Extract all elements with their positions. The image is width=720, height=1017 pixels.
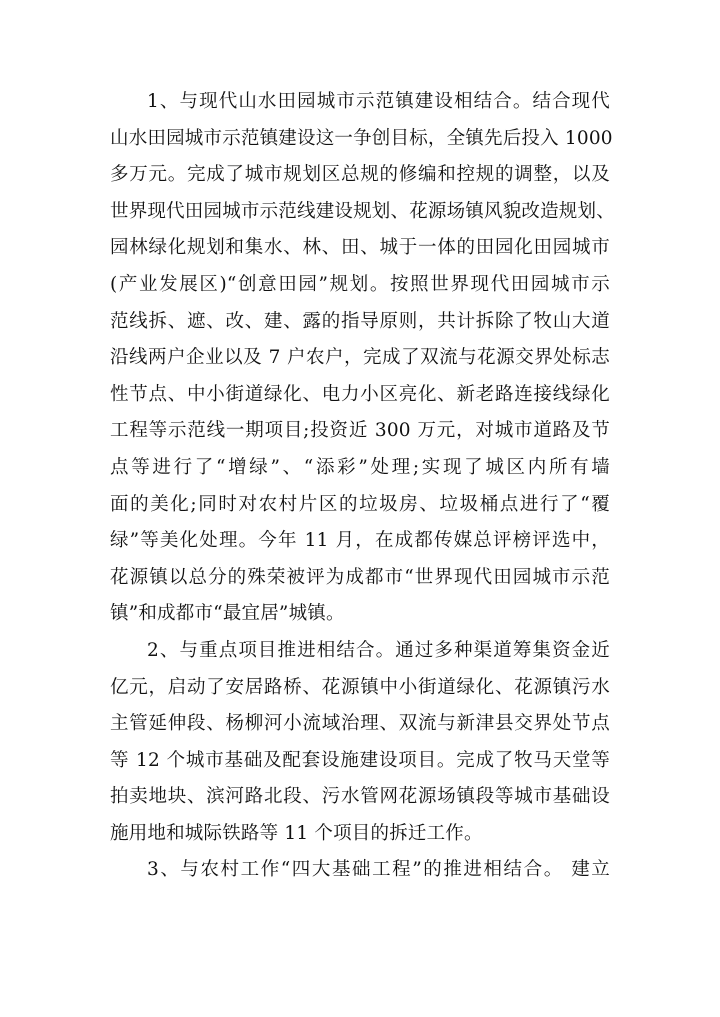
paragraph-1-line-1: 1、与现代山水田园城市示范镇建设相结合。结合现代	[147, 91, 610, 112]
paragraph-1-line-15: 镇”和成都市“最宜居”城镇。	[110, 603, 345, 625]
paragraph-1-line-7: 范线拆、遮、改、建、露的指导原则，共计拆除了牧山大道	[110, 310, 610, 332]
paragraph-1-line-6: (产业发展区)“创意田园”规划。按照世界现代田园城市示	[110, 273, 610, 295]
paragraph-1-line-2: 山水田园城市示范镇建设这一争创目标，全镇先后投入 1000	[110, 127, 613, 149]
document-page	[110, 84, 615, 889]
paragraph-1-line-14: 花源镇以总分的殊荣被评为成都市“世界现代田园城市示范	[110, 566, 610, 588]
paragraph-1-line-12: 面的美化;同时对农村片区的垃圾房、垃圾桶点进行了“覆	[110, 493, 610, 515]
paragraph-1-line-5: 园林绿化规划和集水、林、田、城于一体的田园化田园城市	[110, 237, 610, 259]
paragraph-2-line-6: 施用地和城际铁路等 11 个项目的拆迁工作。	[110, 822, 483, 844]
paragraph-2-line-1: 2、与重点项目推进相结合。通过多种渠道筹集资金近	[147, 639, 610, 661]
paragraph-2-line-2: 亿元，启动了安居路桥、花源镇中小街道绿化、花源镇污水	[110, 676, 610, 698]
paragraph-1-line-13: 绿”等美化处理。今年 11 月，在成都传媒总评榜评选中，	[110, 530, 610, 552]
paragraph-2-line-5: 拍卖地块、滨河路北段、污水管网花源场镇段等城市基础设	[110, 786, 610, 808]
paragraph-1-line-8: 沿线两户企业以及 7 户农户，完成了双流与花源交界处标志	[110, 347, 610, 369]
paragraph-2-line-3: 主管延伸段、杨柳河小流域治理、双流与新津县交界处节点	[110, 713, 610, 735]
paragraph-1-line-4: 世界现代田园城市示范线建设规划、花源场镇风貌改造规划、	[110, 200, 615, 222]
paragraph-1-line-9: 性节点、中小街道绿化、电力小区亮化、新老路连接线绿化	[110, 383, 610, 405]
paragraph-1-line-3: 多万元。完成了城市规划区总规的修编和控规的调整，以及	[110, 164, 610, 186]
paragraph-1-line-10: 工程等示范线一期项目;投资近 300 万元，对城市道路及节	[110, 420, 610, 442]
paragraph-1-line-11: 点等进行了“增绿”、“添彩”处理;实现了城区内所有墙	[110, 456, 610, 478]
paragraph-3-line-1: 3、与农村工作“四大基础工程”的推进相结合。 建立	[147, 859, 610, 881]
paragraph-2-line-4: 等 12 个城市基础及配套设施建设项目。完成了牧马天堂等	[110, 749, 610, 771]
